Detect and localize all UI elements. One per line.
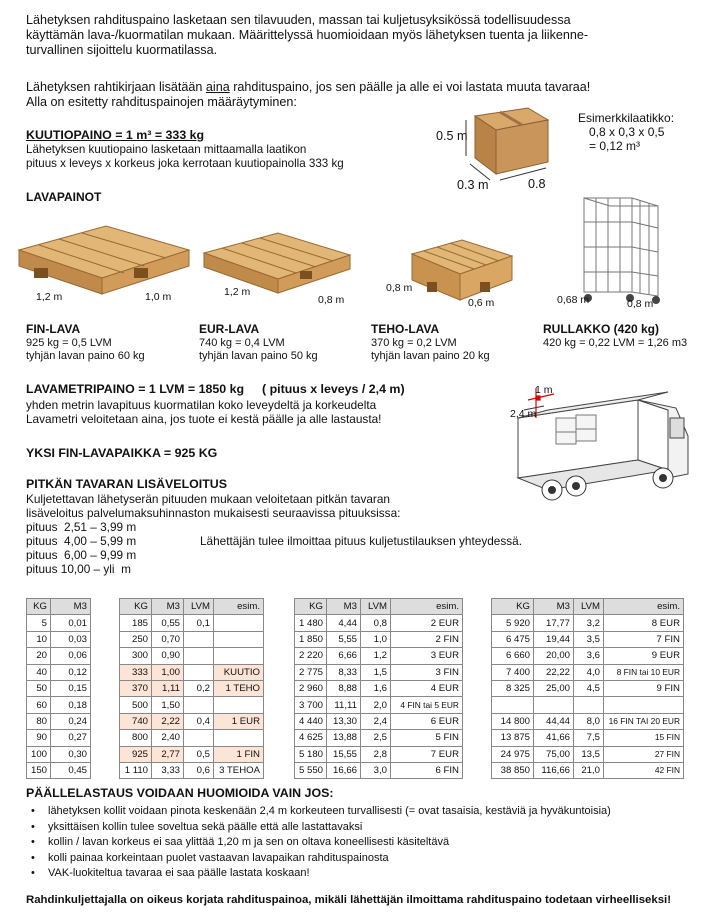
table-row xyxy=(27,762,91,778)
table-cell: 13,30 xyxy=(327,713,361,729)
table-cell: 2,4 xyxy=(361,713,391,729)
table-row xyxy=(120,648,264,664)
table-cell: 0,01 xyxy=(51,615,91,631)
table-cell: 2,8 xyxy=(361,746,391,762)
table-cell: 4 440 xyxy=(295,713,327,729)
table-row xyxy=(27,730,91,746)
kuutiopaino-line: pituus x leveys x korkeus joka kerrotaan kuutiopainolla 333 kg xyxy=(26,157,344,170)
table-cell: 6 660 xyxy=(492,648,534,664)
table-cell: 0,27 xyxy=(51,730,91,746)
fin-lava-empty: tyhjän lavan paino 60 kg xyxy=(26,350,145,362)
table-cell: 13,5 xyxy=(574,746,604,762)
table-row xyxy=(492,730,684,746)
table-cell xyxy=(214,615,264,631)
table-cell: 0,15 xyxy=(51,680,91,696)
table-cell: 20,00 xyxy=(534,648,574,664)
table-cell: 3 FIN xyxy=(391,664,463,680)
teho-lava-empty: tyhjän lavan paino 20 kg xyxy=(371,350,490,362)
table-cell: 5 FIN xyxy=(391,730,463,746)
table-cell: 0,06 xyxy=(51,648,91,664)
table-cell: 44,44 xyxy=(534,713,574,729)
rullakko-dim-a: 0,68 m xyxy=(557,294,590,306)
table-row xyxy=(295,631,463,647)
fin-lava-info xyxy=(26,322,145,363)
table-row xyxy=(295,730,463,746)
truck-height-label: 1 m xyxy=(535,384,553,396)
table-cell: 2,22 xyxy=(152,713,184,729)
table-row xyxy=(120,615,264,631)
table-row xyxy=(295,762,463,778)
table-cell: 40 xyxy=(27,664,51,680)
kuutiopaino-text xyxy=(26,143,344,171)
table-cell: 0,5 xyxy=(184,746,214,762)
table-cell: 1 EUR xyxy=(214,713,264,729)
table-cell: 38 850 xyxy=(492,762,534,778)
table-cell: 8 EUR xyxy=(604,615,684,631)
rule-line xyxy=(26,80,696,95)
table-cell: 9 EUR xyxy=(604,648,684,664)
eur-lava-weight: 740 kg = 0,4 LVM xyxy=(199,337,285,349)
table-cell: 3,33 xyxy=(152,762,184,778)
table-row xyxy=(295,648,463,664)
table-cell: 500 xyxy=(120,697,152,713)
footer-note: Rahdinkuljettajalla on oikeus korjata rahdituspainoa, mikäli lähettäjän ilmoittama rahdituspaino todetaan virheelliseksi! xyxy=(26,894,672,906)
lavametri-formula: ( pituus x leveys / 2,4 m) xyxy=(262,382,405,396)
column-header: M3 xyxy=(327,599,361,615)
table-cell: 333 xyxy=(120,664,152,680)
table-cell xyxy=(492,697,534,713)
table-cell: 21,0 xyxy=(574,762,604,778)
teho-lava-name: TEHO-LAVA xyxy=(371,322,440,336)
table-cell: 150 xyxy=(27,762,51,778)
table-cell: 4 FIN tai 5 EUR xyxy=(391,697,463,713)
rule-text: rahdituspaino, jos sen päälle ja alle ei voi lastata muuta tavaraa! xyxy=(229,80,591,94)
pitka-length: pituus 10,00 – yli m xyxy=(26,562,131,576)
table-cell: 6 EUR xyxy=(391,713,463,729)
table-cell: 4,44 xyxy=(327,615,361,631)
table-cell: 4 625 xyxy=(295,730,327,746)
table-cell: 3,0 xyxy=(361,762,391,778)
column-header: esim. xyxy=(391,599,463,615)
lavametri-title: LAVAMETRIPAINO = 1 LVM = 1850 kg xyxy=(26,382,245,396)
weight-table-small xyxy=(26,598,91,779)
list-item: • lähetyksen kollit voidaan pinota keskenään 2,4 m korkeuteen turvallisesti (= ovat tasaisia, kestäviä ja hyväkuntoisia) xyxy=(48,804,611,820)
table-row xyxy=(492,680,684,696)
finpaikka-heading: YKSI FIN-LAVAPAIKKA = 925 KG xyxy=(26,446,218,460)
lavametri-line: Lavametri veloitetaan aina, jos tuote ei kestä päälle ja alle lastausta! xyxy=(26,412,382,426)
table-cell: 27 FIN xyxy=(604,746,684,762)
table-row xyxy=(120,664,264,680)
table-cell: 370 xyxy=(120,680,152,696)
table-cell: 0,4 xyxy=(184,713,214,729)
table-cell: 13 875 xyxy=(492,730,534,746)
table-cell: 2,5 xyxy=(361,730,391,746)
table-cell: 3,2 xyxy=(574,615,604,631)
list-item: • VAK-luokiteltua tavaraa ei saa päälle lastata koskaan! xyxy=(48,866,611,882)
table-row xyxy=(27,664,91,680)
table-header-row xyxy=(27,599,91,615)
table-row xyxy=(295,615,463,631)
rule-paragraph xyxy=(26,80,696,110)
table-cell: 3,5 xyxy=(574,631,604,647)
table-cell: 8,88 xyxy=(327,680,361,696)
fin-lava-name: FIN-LAVA xyxy=(26,322,81,336)
table-cell: 42 FIN xyxy=(604,762,684,778)
table-cell: 8 325 xyxy=(492,680,534,696)
lavametri-heading xyxy=(26,382,405,397)
pitka-line: Kuljetettavan lähetyserän pituuden mukaan veloitetaan pitkän tavaran xyxy=(26,492,390,506)
column-header: M3 xyxy=(534,599,574,615)
table-cell: 1 TEHO xyxy=(214,680,264,696)
rullakko-dim-b: 0,8 m xyxy=(627,298,654,310)
teho-dim-b: 0,6 m xyxy=(468,297,495,309)
pitka-heading: PITKÄN TAVARAN LISÄVELOITUS xyxy=(26,477,228,491)
table-cell: 100 xyxy=(27,746,51,762)
table-cell: 0,30 xyxy=(51,746,91,762)
table-cell: 116,66 xyxy=(534,762,574,778)
table-cell: 0,1 xyxy=(184,615,214,631)
table-header-row xyxy=(492,599,684,615)
table-cell: 0,03 xyxy=(51,631,91,647)
table-cell: 1,0 xyxy=(361,631,391,647)
table-row xyxy=(492,713,684,729)
table-cell: 5 920 xyxy=(492,615,534,631)
table-row xyxy=(492,615,684,631)
paallelastaus-list xyxy=(48,804,611,882)
table-cell: 13,88 xyxy=(327,730,361,746)
table-row xyxy=(120,746,264,762)
table-row xyxy=(27,680,91,696)
table-cell: 0,6 xyxy=(184,762,214,778)
table-row xyxy=(27,631,91,647)
list-item: • kolli painaa korkeintaan puolet vastaavan lavapaikan rahdituspainosta xyxy=(48,851,611,867)
column-header: KG xyxy=(27,599,51,615)
table-cell: 6 FIN xyxy=(391,762,463,778)
table-cell: KUUTIO xyxy=(214,664,264,680)
table-row xyxy=(27,648,91,664)
eur-lava-name: EUR-LAVA xyxy=(199,322,260,336)
table-row xyxy=(492,648,684,664)
table-cell: 6,66 xyxy=(327,648,361,664)
lavametri-text xyxy=(26,398,381,426)
table-row xyxy=(295,664,463,680)
example-title: Esimerkkilaatikko: xyxy=(578,111,675,125)
table-cell: 3 EUR xyxy=(391,648,463,664)
rule-line: Alla on esitetty rahdituspainojen määräytyminen: xyxy=(26,95,297,109)
table-cell xyxy=(574,697,604,713)
table-cell xyxy=(184,730,214,746)
table-cell: 800 xyxy=(120,730,152,746)
table-row xyxy=(492,746,684,762)
table-cell: 15 FIN xyxy=(604,730,684,746)
table-cell: 7,5 xyxy=(574,730,604,746)
table-cell xyxy=(214,648,264,664)
table-cell: 3 TEHOA xyxy=(214,762,264,778)
table-cell: 0,18 xyxy=(51,697,91,713)
table-row xyxy=(27,697,91,713)
table-cell: 7 400 xyxy=(492,664,534,680)
table-cell: 2,77 xyxy=(152,746,184,762)
table-cell: 19,44 xyxy=(534,631,574,647)
lavapainot-heading: LAVAPAINOT xyxy=(26,190,102,204)
pitka-length: pituus 6,00 – 9,99 m xyxy=(26,548,137,562)
box-width-label: 0.3 m xyxy=(457,178,489,192)
eur-dim-b: 0,8 m xyxy=(318,294,345,306)
table-cell: 0,90 xyxy=(152,648,184,664)
intro-line: turvallinen sijoittelu kuormatilassa. xyxy=(26,43,218,57)
column-header: KG xyxy=(120,599,152,615)
table-row xyxy=(492,762,684,778)
table-cell: 3 700 xyxy=(295,697,327,713)
eur-lava-info xyxy=(199,322,318,363)
table-cell: 2,0 xyxy=(361,697,391,713)
column-header: KG xyxy=(295,599,327,615)
table-cell: 2 EUR xyxy=(391,615,463,631)
table-cell: 2 960 xyxy=(295,680,327,696)
table-cell: 5 180 xyxy=(295,746,327,762)
table-cell xyxy=(534,697,574,713)
example-line: = 0,12 m³ xyxy=(589,139,641,153)
table-cell: 0,24 xyxy=(51,713,91,729)
table-cell: 16 FIN TAI 20 EUR xyxy=(604,713,684,729)
rule-emphasis: aina xyxy=(205,80,230,94)
intro-line: käyttämän lava-/kuormatilan mukaan. Määrittelyssä huomioidaan myös lähetyksen tuenta ja liikenne- xyxy=(26,28,589,42)
table-cell: 925 xyxy=(120,746,152,762)
weight-table-pallets xyxy=(119,598,264,779)
table-row xyxy=(120,713,264,729)
kuutiopaino-line: Lähetyksen kuutiopaino lasketaan mittaamalla laatikon xyxy=(26,143,307,156)
table-cell: 1 480 xyxy=(295,615,327,631)
column-header: LVM xyxy=(361,599,391,615)
column-header: esim. xyxy=(214,599,264,615)
table-cell: 22,22 xyxy=(534,664,574,680)
table-cell xyxy=(184,697,214,713)
table-cell: 1 850 xyxy=(295,631,327,647)
table-cell xyxy=(214,631,264,647)
paallelastaus-heading: PÄÄLLELASTAUS VOIDAAN HUOMIOIDA VAIN JOS: xyxy=(26,786,334,800)
pitka-line: lisäveloitus palvelumaksuhinnaston mukaisesti seuraavissa pituuksissa: xyxy=(26,506,401,520)
table-cell: 9 FIN xyxy=(604,680,684,696)
weight-table-large xyxy=(491,598,684,779)
table-row xyxy=(120,631,264,647)
table-cell: 20 xyxy=(27,648,51,664)
table-cell: 14 800 xyxy=(492,713,534,729)
table-cell: 1 FIN xyxy=(214,746,264,762)
table-cell: 10 xyxy=(27,631,51,647)
intro-paragraph xyxy=(26,13,696,58)
table-cell: 15,55 xyxy=(327,746,361,762)
intro-line: Lähetyksen rahdituspaino lasketaan sen tilavuuden, massan tai kuljetusyksikössä todellisuudessa xyxy=(26,13,571,27)
column-header: KG xyxy=(492,599,534,615)
table-header-row xyxy=(295,599,463,615)
table-cell xyxy=(184,648,214,664)
table-cell: 1,6 xyxy=(361,680,391,696)
table-cell: 1 110 xyxy=(120,762,152,778)
table-cell: 0,2 xyxy=(184,680,214,696)
kuutiopaino-heading: KUUTIOPAINO = 1 m³ = 333 kg xyxy=(26,128,205,142)
fin-dim-a: 1,2 m xyxy=(36,291,63,303)
table-cell: 3,6 xyxy=(574,648,604,664)
table-row xyxy=(120,762,264,778)
fin-dim-b: 1,0 m xyxy=(145,291,172,303)
column-header: M3 xyxy=(152,599,184,615)
table-header-row xyxy=(120,599,264,615)
table-cell: 41,66 xyxy=(534,730,574,746)
pitka-note: Lähettäjän tulee ilmoittaa pituus kuljetustilauksen yhteydessä. xyxy=(200,534,522,548)
rullakko-weight: 420 kg = 0,22 LVM = 1,26 m3 xyxy=(543,337,688,349)
table-cell: 4,5 xyxy=(574,680,604,696)
table-row xyxy=(492,631,684,647)
table-row xyxy=(492,664,684,680)
table-cell: 2 FIN xyxy=(391,631,463,647)
table-row xyxy=(120,697,264,713)
table-cell xyxy=(214,730,264,746)
table-cell: 24 975 xyxy=(492,746,534,762)
column-header: LVM xyxy=(574,599,604,615)
table-cell: 50 xyxy=(27,680,51,696)
table-cell: 0,12 xyxy=(51,664,91,680)
table-cell: 300 xyxy=(120,648,152,664)
table-cell: 185 xyxy=(120,615,152,631)
table-cell: 8,33 xyxy=(327,664,361,680)
table-row xyxy=(295,697,463,713)
list-item: • yksittäisen kollin tulee soveltua sekä päälle että alle lastattavaksi xyxy=(48,820,611,836)
pitka-length: pituus 4,00 – 5,99 m xyxy=(26,534,137,548)
table-row xyxy=(27,746,91,762)
teho-pallet-icon xyxy=(372,236,522,308)
table-cell: 80 xyxy=(27,713,51,729)
table-cell: 16,66 xyxy=(327,762,361,778)
rule-text: Lähetyksen rahtikirjaan lisätään xyxy=(26,80,206,94)
table-cell: 7 EUR xyxy=(391,746,463,762)
table-cell xyxy=(184,664,214,680)
table-cell: 740 xyxy=(120,713,152,729)
column-header: LVM xyxy=(184,599,214,615)
weight-table-medium xyxy=(294,598,463,779)
table-cell: 6 475 xyxy=(492,631,534,647)
list-item: • kollin / lavan korkeus ei saa ylittää 1,20 m ja sen on oltava koneellisesti käsiteltävä xyxy=(48,835,611,851)
table-cell: 1,50 xyxy=(152,697,184,713)
table-cell: 17,77 xyxy=(534,615,574,631)
table-cell: 4 EUR xyxy=(391,680,463,696)
table-cell: 4,0 xyxy=(574,664,604,680)
table-cell: 5 550 xyxy=(295,762,327,778)
table-row xyxy=(295,746,463,762)
table-row xyxy=(295,713,463,729)
column-header: esim. xyxy=(604,599,684,615)
truck-width-label: 2,4 m xyxy=(510,408,537,420)
table-cell: 0,8 xyxy=(361,615,391,631)
table-cell: 250 xyxy=(120,631,152,647)
table-cell: 2 220 xyxy=(295,648,327,664)
table-cell: 5 xyxy=(27,615,51,631)
table-cell: 1,11 xyxy=(152,680,184,696)
roll-cage-icon xyxy=(570,192,670,304)
rullakko-name: RULLAKKO (420 kg) xyxy=(543,322,660,336)
example-line: 0,8 x 0,3 x 0,5 xyxy=(589,125,665,139)
fin-lava-weight: 925 kg = 0,5 LVM xyxy=(26,337,112,349)
eur-dim-a: 1,2 m xyxy=(224,286,251,298)
table-cell: 11,11 xyxy=(327,697,361,713)
table-cell: 0,45 xyxy=(51,762,91,778)
table-cell: 7 FIN xyxy=(604,631,684,647)
table-cell: 8,0 xyxy=(574,713,604,729)
teho-lava-info xyxy=(371,322,490,363)
table-cell: 90 xyxy=(27,730,51,746)
table-row xyxy=(27,713,91,729)
table-row xyxy=(120,680,264,696)
example-box xyxy=(578,111,674,153)
column-header: M3 xyxy=(51,599,91,615)
truck-icon xyxy=(488,378,698,513)
table-cell: 1,2 xyxy=(361,648,391,664)
table-cell: 5,55 xyxy=(327,631,361,647)
cardboard-box-icon xyxy=(430,100,590,192)
table-cell: 75,00 xyxy=(534,746,574,762)
table-row xyxy=(492,697,684,713)
teho-dim-a: 0,8 m xyxy=(386,282,413,294)
table-cell: 1,5 xyxy=(361,664,391,680)
table-cell: 1,00 xyxy=(152,664,184,680)
table-cell: 0,55 xyxy=(152,615,184,631)
table-cell xyxy=(604,697,684,713)
table-cell: 2 775 xyxy=(295,664,327,680)
box-height-label: 0.5 m xyxy=(436,129,468,143)
table-row xyxy=(27,615,91,631)
table-cell: 60 xyxy=(27,697,51,713)
lavametri-line: yhden metrin lavapituus kuormatilan koko leveydeltä ja korkeudelta xyxy=(26,398,377,412)
table-row xyxy=(295,680,463,696)
table-cell: 2,40 xyxy=(152,730,184,746)
eur-lava-empty: tyhjän lavan paino 50 kg xyxy=(199,350,318,362)
table-cell: 0,70 xyxy=(152,631,184,647)
table-cell: 8 FIN tai 10 EUR xyxy=(604,664,684,680)
rullakko-info xyxy=(543,322,687,350)
box-length-label: 0.8 xyxy=(528,177,546,191)
table-cell: 25,00 xyxy=(534,680,574,696)
teho-lava-weight: 370 kg = 0,2 LVM xyxy=(371,337,457,349)
pitka-length: pituus 2,51 – 3,99 m xyxy=(26,520,137,534)
table-cell xyxy=(184,631,214,647)
table-cell xyxy=(214,697,264,713)
table-row xyxy=(120,730,264,746)
